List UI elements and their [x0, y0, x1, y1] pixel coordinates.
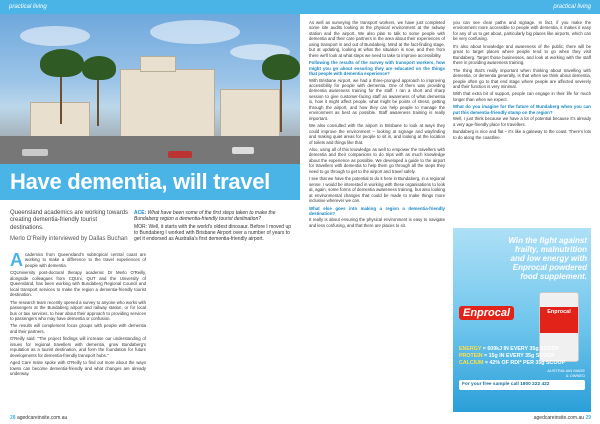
stat-energy: ENERGY = 609kJ IN EVERY 35g SCOOP [459, 346, 560, 352]
ad-headline: Win the fight against frailty, malnutrition and low energy with Enprocal powdered food supplement. [508, 236, 587, 281]
section-header-left: practical living [0, 0, 300, 14]
article-column-3: you can see clear paths and signage. In fact, if you make the environment more accessible to people with dementia, it makes it easy for any of us to get about, particularly big places like airports, which can be very confusing. It's also about knowledge and awareness of the public; there will be great to target places where people tend to go when they visit Bundaberg. Target those businesses, and look at working with the staff there in providing awareness training. The thing that's really important when thinking about travelling with dementia, or dementia generally, is that when we think about dementia, people often go to that end stage where people are affected severely and their function is very minimal. With that extra bit of support, people can engage in their life for much longer than when we expect. What do you imagine for the future of Bundaberg when you can put this dementia-friendly stamp on the region? Well, I just think because we have a lot of potential because it's already a very age-friendly place for travellers. Bundaberg is nice and flat – it's like a gateway to the coast. There's lots to do along the coastline. [453, 20, 591, 140]
free-sample-callout[interactable]: For your free sample call 1800 222 422 [459, 380, 585, 390]
can-label: Enprocal [540, 307, 578, 333]
pull-quote: ACE: What have been some of the first steps taken to make the Bundaberg region a dementia-friendly tourist destination? MOR: Well, it starts with the world's oldest dinosaur. Before I moved up to Bundaberg I worked with Brisbane Airport over a number of years to get it endorsed as Australia's first dementia-friendly airport. [134, 210, 292, 243]
article-title: Have dementia, will travel [10, 169, 270, 194]
enprocal-logo: Enprocal [459, 306, 514, 320]
nutrition-stats [459, 346, 565, 367]
intro-text: Queensland academics are working towards creating dementia-friendly tourist destinations. [10, 210, 129, 231]
footer-right: agedcareinsite.com.au 29 [533, 415, 591, 421]
footer-left: 28 agedcareinsite.com.au [10, 415, 68, 421]
street-photo [0, 14, 300, 164]
pull-quote-answer: MOR: Well, it starts with the world's oldest dinosaur. Before I moved up to Bundaberg I worked with Brisbane Airport over a number of years to get it endorsed as Australia's first dementia-friendly airport. [134, 224, 292, 243]
section-header-right: practical living [300, 0, 600, 14]
made-badge: AUSTRALIAN MADE & OWNED [547, 368, 585, 378]
article-intro [10, 210, 130, 243]
article-column-1: Academics from Queensland's subtropical central coast are working to make a difference to the travel experiences of people with dementia. CQUniversity post-doctoral therapy academic Dr Merlo O'Reilly, alongside colleagues from CQUni, QUT and the University of Queensland, has been working with Bundaberg Regional Council and local transport services to make the region a dementia-friendly tourist destination. The research team recently opened a survey to anyone who works with passengers at the Bundaberg airport and railway station, or for local bus or taxi services, to hear about their approach to providing services to passengers who may have dementia or confusion. The results will complement focus groups with people with dementia and their partners. O'Reilly said: "The project findings will increase our understanding of issues for regional travellers with dementia, grow Bundaberg's reputation as a tourist destination, and form the foundation for future developments for dementia-friendly transport hubs." Aged Care Insite spoke with O'Reilly to find out more about the ways towns can become dementia-friendly and what changes are already underway. [10, 250, 146, 377]
enprocal-advert[interactable] [453, 228, 591, 412]
title-band [0, 164, 300, 200]
stat-protein: PROTEIN = 15g IN EVERY 35g SCOOP [459, 353, 555, 359]
drop-cap: A [10, 250, 23, 270]
right-page [300, 0, 600, 424]
article-column-2: As well as surveying the transport workers, we have just completed some site audits looking at the physical environment at the railway station and the airport. We also plan to talk to some people with dementia and their care partners in the area about their experiences of using transport in and out of Bundaberg. Mind at the fact-finding stage, but at updating, looking at what the situation is now, and then from there we'll look at what steps we need to take to improve accessibility. Following the results of the survey with transport workers, how might you go about ensuring they are educated on the things that people with dementia experience? With Brisbane Airport, we had a three-pronged approach to improving accessibility for people with dementia. One of them was providing dementia awareness training for the staff. I ran a short and sharp session to give customer-facing staff an awareness of what dementia is, how it might affect people, what might be points of stress, getting through the airport, and how they can help people to manage the environment as best as possible. Staff awareness training is really important. We also consulted with the airport in Brisbane to look at ways they could improve the environment – looking at signage and wayfinding and making quiet areas for people to sit in, and looking at the location of toilets and things like that. Also, using all of this knowledge as well to empower the travellers with dementia and their companions to do trips with as much knowledge about the experience as possible. We developed a guide to the airport for travellers with dementia to help them go through all the steps they need to go through to get to the airport and travel safely. I see that we have the potential to do it here in Bundaberg, in a regional sense. I would be interested in working with these organisations to look at, again, some forms of dementia awareness training, but also looking at environmental changes that could be made to make things more inclusive wherever we can. What else goes into making a region a dementia-friendly destination? It really is about ensuring the physical environment is easy to navigate and less confusing, and that there are places to sit. [309, 20, 445, 228]
stat-calcium: CALCIUM = 42% OF RDI* PER 35g SCOOP [459, 360, 566, 366]
byline: Merlo O'Reilly interviewed by Dallas Buchan [10, 235, 128, 242]
